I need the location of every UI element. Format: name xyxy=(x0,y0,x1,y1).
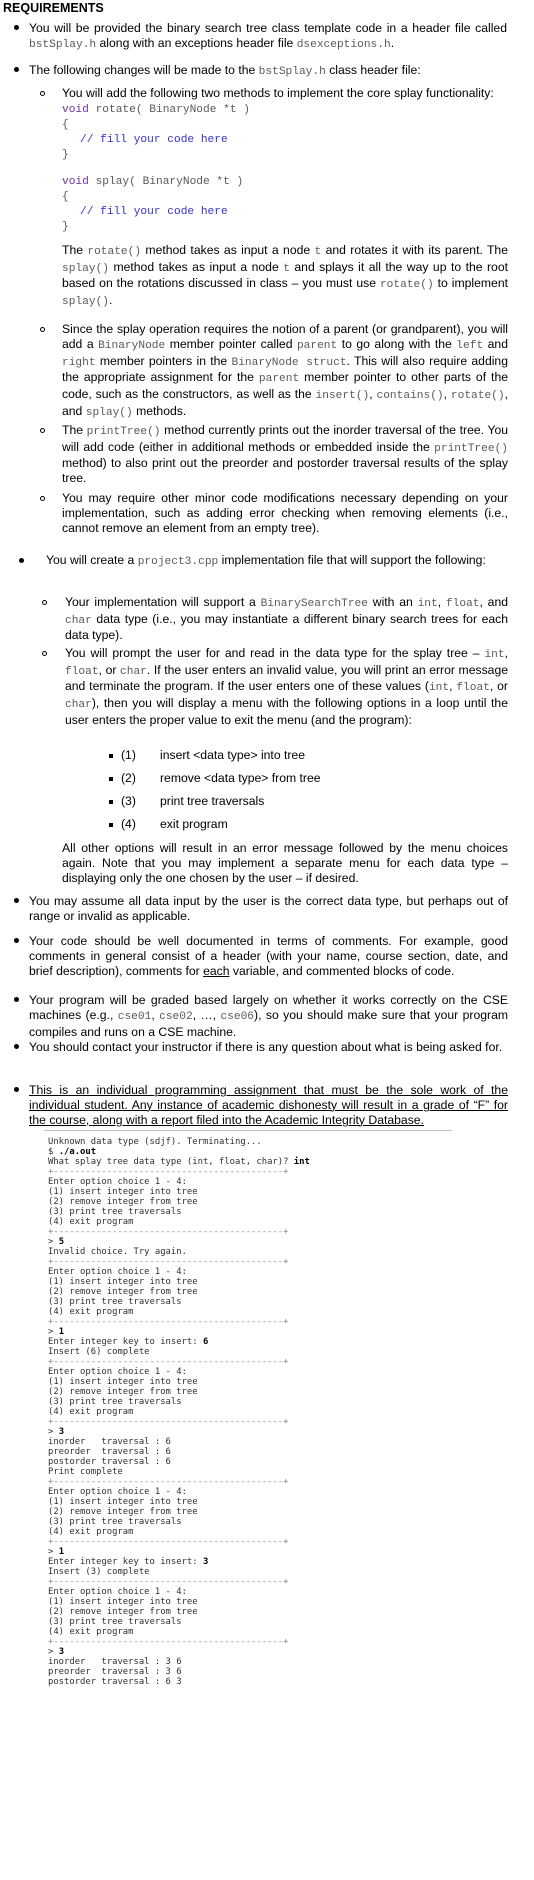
terminal-line: (1) insert integer into tree xyxy=(48,1597,198,1607)
terminal-line: (2) remove integer from tree xyxy=(48,1197,198,1207)
terminal-prompt: > xyxy=(48,1547,59,1557)
terminal-separator: +-------------------------------------------+ xyxy=(48,1317,289,1327)
terminal-line: Enter option choice 1 - 4: xyxy=(48,1177,187,1187)
menu-note: All other options will result in an error message followed by the menu choices again. Note that you may implement a separate menu for each data type – displaying only the one chosen by the user – if desired. xyxy=(62,841,508,885)
terminal-line: Insert (3) complete xyxy=(48,1567,150,1577)
menu-option-num: (4) xyxy=(121,817,136,831)
text: member pointer called xyxy=(165,336,297,351)
code-inline: char xyxy=(65,614,92,627)
sub-prompt-user xyxy=(65,646,508,728)
code-brace: { xyxy=(62,118,69,131)
code-inline: rotate() xyxy=(379,279,434,292)
code-inline: char xyxy=(65,698,92,711)
terminal-user-input: 3 xyxy=(202,1557,209,1567)
code-inline: rotate() xyxy=(87,245,142,258)
text: to implement xyxy=(433,276,508,291)
text: . This will also require adding the appropriate assignment for the xyxy=(62,353,508,385)
code-inline: BinaryNode struct xyxy=(231,356,347,369)
terminal-line: (3) print tree traversals xyxy=(48,1207,182,1217)
code-filename: project3.cpp xyxy=(137,556,219,568)
menu-option-label: insert <data type> into tree xyxy=(160,748,305,762)
code-filename: dsexceptions.h xyxy=(296,38,391,51)
bullet-icon xyxy=(14,25,19,30)
text: data type (i.e., you may instantiate a different binary search trees for each data type). xyxy=(65,611,508,643)
terminal-separator: +-------------------------------------------+ xyxy=(48,1637,289,1647)
text: variable, and commented blocks of code. xyxy=(229,963,455,978)
terminal-line: (3) print tree traversals xyxy=(48,1397,182,1407)
code-brace: { xyxy=(62,190,69,203)
bullet-icon xyxy=(14,898,19,903)
sub-bullet-icon xyxy=(40,327,45,332)
terminal-user-input: int xyxy=(293,1157,310,1167)
text: , or xyxy=(489,679,508,694)
text: Your program will be graded based largely on whether it works correctly on the CSE machines (e.g., xyxy=(29,993,508,1022)
terminal-line xyxy=(48,1337,448,1347)
text: , xyxy=(443,386,451,401)
bullet-icon xyxy=(14,1087,19,1092)
terminal-line: Invalid choice. Try again. xyxy=(48,1247,187,1257)
terminal-line: (2) remove integer from tree xyxy=(48,1387,198,1397)
code-inline: parent xyxy=(296,339,338,352)
req-academic-integrity: This is an individual programming assignment that must be the sole work of the individual student. Any instance of academic dishonesty will result in a grade of “F” for the course, along with a report filed into the Academic Integrity Database. xyxy=(29,1083,508,1127)
terminal-line: (1) insert integer into tree xyxy=(48,1277,198,1287)
terminal-separator: +-------------------------------------------+ xyxy=(48,1227,289,1237)
code-inline: insert() xyxy=(315,389,370,402)
code-inline: BinarySearchTree xyxy=(260,598,368,610)
code-inline: int xyxy=(417,598,438,610)
sub-bullet-icon xyxy=(42,651,47,656)
code-inline: rotate() xyxy=(450,389,505,402)
terminal-line: inorder traversal : 6 xyxy=(48,1437,171,1447)
terminal-line xyxy=(48,1647,448,1657)
text: , …, xyxy=(192,1007,221,1022)
text: . xyxy=(390,35,395,50)
terminal-line xyxy=(48,1157,448,1167)
code-inline: right xyxy=(62,356,96,369)
code-inline: contains() xyxy=(376,389,444,402)
code-inline: cse06 xyxy=(220,1010,255,1023)
text: ), so you should make sure that your program compiles and runs on a CSE machine. xyxy=(29,1007,509,1039)
bullet-icon xyxy=(19,558,24,563)
terminal-prompt: > xyxy=(48,1327,59,1337)
text: class header file: xyxy=(325,63,421,77)
terminal-line: Enter option choice 1 - 4: xyxy=(48,1267,187,1277)
terminal-line: inorder traversal : 3 6 xyxy=(48,1657,182,1667)
terminal-separator: +-------------------------------------------+ xyxy=(48,1537,289,1547)
terminal-line: Insert (6) complete xyxy=(48,1347,150,1357)
terminal-line: (4) exit program xyxy=(48,1407,134,1417)
terminal-text: Enter integer key to insert: xyxy=(48,1557,203,1567)
terminal-line: (3) print tree traversals xyxy=(48,1517,182,1527)
terminal-separator: +-------------------------------------------+ xyxy=(48,1357,289,1367)
code-inline: int xyxy=(484,649,505,661)
terminal-user-input: 3 xyxy=(58,1647,65,1657)
code-keyword: void xyxy=(62,103,89,116)
terminal-line: postorder traversal : 6 3 xyxy=(48,1677,182,1687)
terminal-line xyxy=(48,1557,448,1567)
terminal-prompt: > xyxy=(48,1427,59,1437)
sub-parent-pointer xyxy=(62,322,508,420)
req-cse-machines xyxy=(29,993,508,1039)
text: . If the user enters an invalid value, you will print an error message and terminate the program. If the user enters one of these values ( xyxy=(65,662,509,694)
terminal-line: Enter option choice 1 - 4: xyxy=(48,1367,187,1377)
code-brace: } xyxy=(62,220,69,233)
terminal-line: (1) insert integer into tree xyxy=(48,1187,198,1197)
text: to go along with the xyxy=(337,336,457,351)
text: Your implementation will support a xyxy=(65,595,261,609)
code-inline: cse02 xyxy=(159,1010,193,1023)
bullet-icon xyxy=(14,997,19,1002)
terminal-separator: +-------------------------------------------+ xyxy=(48,1167,289,1177)
req-header-changes xyxy=(29,63,507,80)
text: along with an exceptions header file xyxy=(96,35,297,50)
code-brace: } xyxy=(62,148,69,161)
text: method currently prints out the inorder traversal of the tree. You will add code (either in additional methods or embedded inside the xyxy=(62,423,509,454)
text: and splays it all the way up to the root based on the rotations discussed in class – you must use xyxy=(62,259,508,291)
code-comment: // fill your code here xyxy=(80,133,228,146)
code-filename: bstSplay.h xyxy=(258,66,326,78)
bullet-icon xyxy=(14,67,19,72)
menu-option-label: remove <data type> from tree xyxy=(160,771,321,785)
sub-bullet-icon xyxy=(40,91,45,96)
text: Since the splay operation requires the notion of a parent (or grandparent), you will add a xyxy=(62,322,508,351)
menu-option-num: (2) xyxy=(121,771,136,785)
text: You will prompt the user for and read in the data type for the splay tree – xyxy=(65,646,485,660)
text: , or xyxy=(98,662,121,677)
text: You will create a xyxy=(46,553,138,567)
terminal-line: (2) remove integer from tree xyxy=(48,1287,198,1297)
text: , and xyxy=(62,386,508,418)
terminal-line: (4) exit program xyxy=(48,1307,134,1317)
code-inline: printTree() xyxy=(86,426,161,438)
code-inline: t xyxy=(283,262,290,275)
code-inline: float xyxy=(445,598,480,610)
text: The xyxy=(62,423,87,437)
terminal-line xyxy=(48,1237,448,1247)
text: Your code should be well documented in terms of comments. For example, good comments in general consist of a header (with your name, course section, date, and brief description), comments for xyxy=(29,934,508,978)
terminal-line: (2) remove integer from tree xyxy=(48,1507,198,1517)
terminal-line: (1) insert integer into tree xyxy=(48,1497,198,1507)
code-block-splay xyxy=(62,175,508,235)
menu-option-label: exit program xyxy=(160,817,228,831)
terminal-line: (2) remove integer from tree xyxy=(48,1607,198,1617)
code-inline: float xyxy=(456,682,490,695)
terminal-prompt: > xyxy=(48,1237,59,1247)
terminal-user-input: 1 xyxy=(58,1547,65,1557)
terminal-separator: +-------------------------------------------+ xyxy=(48,1417,289,1427)
code-inline: cse01 xyxy=(117,1010,152,1023)
text: . xyxy=(109,292,113,307)
text: , xyxy=(449,679,457,694)
terminal-user-input: 5 xyxy=(58,1237,65,1247)
terminal-prompt: > xyxy=(48,1647,59,1657)
sub-bullet-icon xyxy=(40,496,45,501)
code-keyword: void xyxy=(62,175,89,188)
menu-bullet-icon xyxy=(109,800,113,804)
req-contact-instructor: You should contact your instructor if there is any question about what is being asked for. xyxy=(29,1040,503,1054)
code-comment: // fill your code here xyxy=(80,205,228,218)
code-inline: printTree() xyxy=(434,442,508,455)
code-signature: rotate( BinaryNode *t ) xyxy=(88,103,250,116)
menu-bullet-icon xyxy=(109,823,113,827)
code-signature: splay( BinaryNode *t ) xyxy=(88,175,244,188)
terminal-line: Enter option choice 1 - 4: xyxy=(48,1587,187,1597)
sub-minor-modifications: You may require other minor code modifications necessary depending on your implementation, such as adding error checking when removing elements (i.e., cannot remove an element from an empty tree). xyxy=(62,491,508,535)
method-description xyxy=(62,243,508,310)
text: , xyxy=(369,386,377,401)
text: and xyxy=(483,336,508,351)
text: method takes as input a node xyxy=(141,242,315,257)
menu-bullet-icon xyxy=(109,777,113,781)
terminal-output xyxy=(48,1137,448,1687)
code-inline: parent xyxy=(258,373,300,386)
sub-add-methods xyxy=(62,86,508,310)
code-inline: splay() xyxy=(62,295,109,308)
terminal-separator: +-------------------------------------------+ xyxy=(48,1257,289,1267)
terminal-line: preorder traversal : 3 6 xyxy=(48,1667,182,1677)
terminal-line: (4) exit program xyxy=(48,1627,134,1637)
bullet-icon xyxy=(14,1044,19,1049)
code-inline: char xyxy=(120,665,147,678)
terminal-user-input: 1 xyxy=(58,1327,65,1337)
terminal-prompt: $ xyxy=(48,1147,59,1157)
terminal-line: (4) exit program xyxy=(48,1527,134,1537)
sub-bullet-icon xyxy=(42,600,47,605)
text: ), then you will display a menu with the following options in a loop until the user enters the proper value to exit the menu (and the program): xyxy=(65,695,508,727)
terminal-line: (4) exit program xyxy=(48,1217,134,1227)
menu-bullet-icon xyxy=(109,754,113,758)
terminal-line xyxy=(48,1327,448,1337)
bullet-icon xyxy=(14,938,19,943)
code-inline: left xyxy=(456,339,484,352)
text: methods. xyxy=(132,403,187,418)
text: member pointers in the xyxy=(95,353,232,368)
sub-print-tree xyxy=(62,423,508,486)
req-implementation-file xyxy=(46,553,508,570)
text: , xyxy=(437,595,446,609)
underlined-text: each xyxy=(203,963,230,978)
sub-data-types xyxy=(65,595,508,643)
code-inline: float xyxy=(65,665,99,678)
terminal-text: Enter integer key to insert: xyxy=(48,1337,203,1347)
terminal-separator: +-------------------------------------------+ xyxy=(48,1577,289,1587)
text: with an xyxy=(367,595,418,609)
menu-option-label: print tree traversals xyxy=(160,794,265,808)
divider xyxy=(44,1130,452,1131)
terminal-line: Enter option choice 1 - 4: xyxy=(48,1487,187,1497)
terminal-line xyxy=(48,1427,448,1437)
text: implementation file that will support the following: xyxy=(218,553,486,567)
req-assume-input: You may assume all data input by the user is the correct data type, but perhaps out of range or invalid as applicable. xyxy=(29,894,508,923)
code-inline: BinaryNode xyxy=(98,339,166,352)
text: You will add the following two methods to implement the core splay functionality: xyxy=(62,86,494,100)
terminal-command: ./a.out xyxy=(58,1147,97,1157)
terminal-line: (3) print tree traversals xyxy=(48,1297,182,1307)
sub-bullet-icon xyxy=(40,428,45,433)
terminal-user-input: 3 xyxy=(58,1427,65,1437)
text: member pointer to other parts of the code, such as the constructors, as well as the xyxy=(62,370,508,401)
req-documentation xyxy=(29,934,508,979)
terminal-line xyxy=(48,1147,448,1157)
code-block-rotate xyxy=(62,103,508,163)
terminal-user-input: 6 xyxy=(202,1337,209,1347)
terminal-line: postorder traversal : 6 xyxy=(48,1457,171,1467)
text: method takes as input a node xyxy=(109,259,284,274)
terminal-line: preorder traversal : 6 xyxy=(48,1447,171,1457)
text: , xyxy=(504,646,508,660)
terminal-line: (3) print tree traversals xyxy=(48,1617,182,1627)
text: method) to also print out the preorder and postorder traversal results of the splay tree. xyxy=(62,456,508,486)
code-inline: t xyxy=(314,245,322,258)
code-inline: int xyxy=(428,682,450,695)
text: The following changes will be made to the xyxy=(29,63,259,77)
text: , and xyxy=(479,595,509,609)
text: The xyxy=(62,242,88,257)
code-inline: splay() xyxy=(62,262,109,275)
menu-option-num: (1) xyxy=(121,748,136,762)
terminal-line: (1) insert integer into tree xyxy=(48,1377,198,1387)
code-inline: splay() xyxy=(85,406,133,419)
terminal-separator: +-------------------------------------------+ xyxy=(48,1477,289,1487)
text: and rotates it with its parent. The xyxy=(321,242,508,257)
text: , xyxy=(151,1007,160,1022)
terminal-text: What splay tree data type (int, float, char)? xyxy=(48,1157,294,1167)
code-filename: bstSplay.h xyxy=(29,38,97,51)
terminal-line: Unknown data type (sdjf). Terminating... xyxy=(48,1137,262,1147)
menu-option-num: (3) xyxy=(121,794,136,808)
text: You will be provided the binary search tree class template code in a header file called xyxy=(29,21,507,35)
terminal-line: Print complete xyxy=(48,1467,123,1477)
page-title: REQUIREMENTS xyxy=(3,1,104,15)
req-provided-code xyxy=(29,21,507,53)
terminal-line xyxy=(48,1547,448,1557)
